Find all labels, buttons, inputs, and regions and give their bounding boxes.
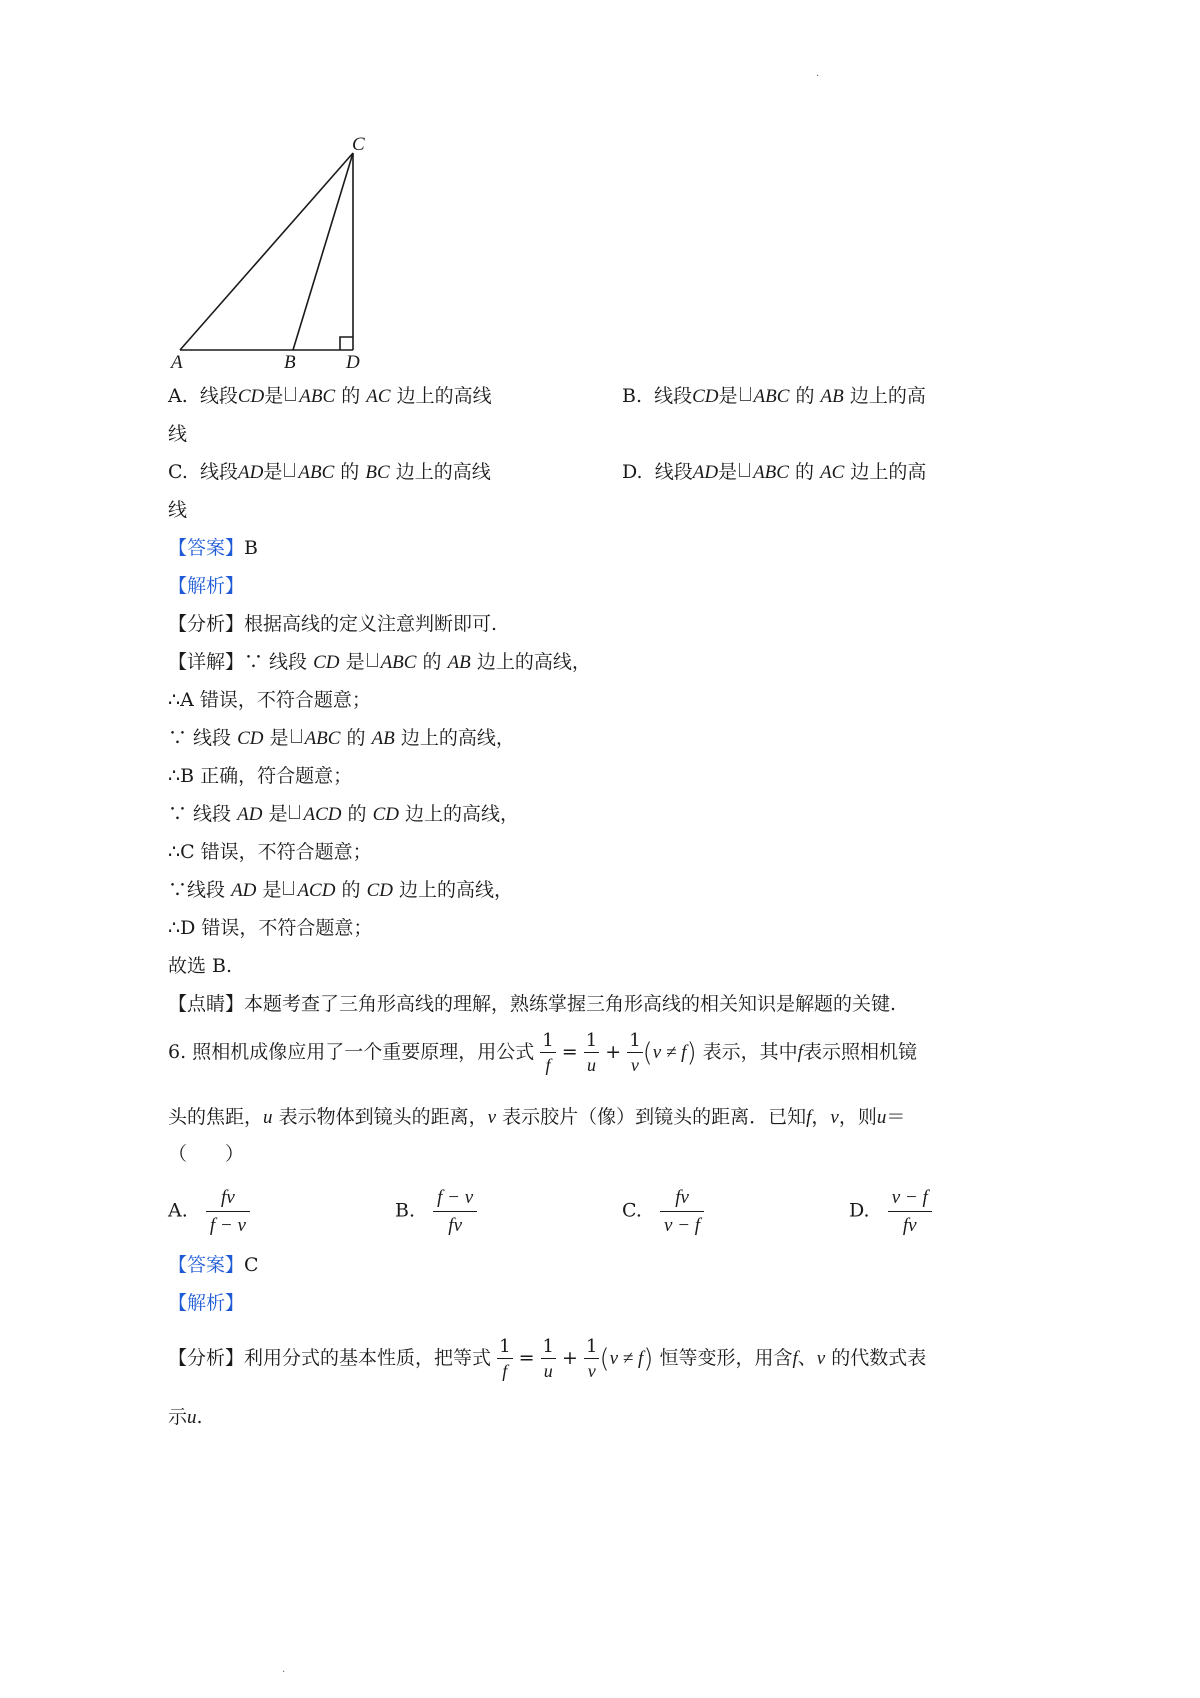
q5-line-3: ∵ 线段 CD 是 ABC 的 AB 边上的高线， bbox=[168, 727, 515, 749]
q5-option-d: D. 线段AD是 ABC 的 AC 边上的高 bbox=[622, 461, 927, 483]
q6-fenxi: 【分析】利用分式的基本性质，把等式 $\frac{1}{f}$ = $\frac{1}{u}$ + $\frac{1}{v}$ (v ≠ f) 恒等变形，用含f、v 的代数式表 bbox=[168, 1336, 927, 1381]
q6-fenxi-wrap: 示u. bbox=[168, 1406, 203, 1428]
q6-option-d: D. $\frac{v - f}{fv}$ bbox=[849, 1188, 932, 1235]
triangle-symbol bbox=[289, 805, 300, 819]
triangle-symbol bbox=[367, 653, 378, 667]
vertex-c-label: C bbox=[352, 134, 365, 155]
triangle-figure bbox=[160, 130, 380, 380]
vertex-b-label: B bbox=[284, 352, 296, 373]
formula-frac-1-v: $\frac{1}{v}$ bbox=[629, 1030, 641, 1075]
triangle-symbol bbox=[291, 729, 302, 743]
q5-line-6: ∴C 错误，不符合题意； bbox=[168, 841, 372, 863]
q5-fenxi: 【分析】根据高线的定义注意判断即可. bbox=[168, 613, 498, 635]
q5-line-5: ∵ 线段 AD 是 ACD 的 CD 边上的高线， bbox=[168, 803, 520, 825]
triangle-symbol bbox=[739, 463, 750, 477]
q6-option-b: B. $\frac{f - v}{fv}$ bbox=[395, 1188, 477, 1235]
vertex-d-label: D bbox=[346, 352, 360, 373]
q5-xiangjie-line-1: 【详解】∵ 线段 CD 是 ABC 的 AB 边上的高线， bbox=[168, 651, 591, 673]
q5-dianjing: 【点睛】本题考查了三角形高线的理解，熟练掌握三角形高线的相关知识是解题的关键. bbox=[168, 993, 897, 1015]
formula-frac-1-f: $\frac{1}{f}$ bbox=[542, 1030, 554, 1075]
triangle-symbol bbox=[283, 881, 294, 895]
q6-stem-line-2: 头的焦距，u 表示物体到镜头的距离，v 表示胶片（像）到镜头的距离．已知f，v，则u＝ bbox=[168, 1106, 906, 1128]
q6-answer: 【答案】C bbox=[168, 1254, 259, 1276]
bottom-dot: · bbox=[282, 1667, 286, 1678]
vertex-a-label: A bbox=[171, 352, 183, 373]
q5-option-d-wrap: 线 bbox=[168, 499, 188, 521]
triangle-symbol bbox=[285, 387, 296, 401]
q5-answer: 【答案】B bbox=[168, 537, 258, 559]
q6-option-c: C. $\frac{fv}{v - f}$ bbox=[622, 1188, 704, 1235]
q6-stem-line-1: 6. 照相机成像应用了一个重要原理，用公式 $\frac{1}{f}$ = $\frac{1}{u}$ + $\frac{1}{v}$ (v ≠ f) 表示，其中f表示照相机镜 bbox=[168, 1030, 917, 1075]
q6-analysis-tag: 【解析】 bbox=[168, 1292, 245, 1314]
q6-option-a: A. $\frac{fv}{f - v}$ bbox=[168, 1188, 250, 1235]
formula-frac-1-u: $\frac{1}{u}$ bbox=[542, 1336, 554, 1381]
q5-option-b: B. 线段CD是 ABC 的 AB 边上的高 bbox=[622, 385, 926, 407]
q5-option-c: C. 线段AD是 ABC 的 BC 边上的高线 bbox=[168, 461, 491, 483]
formula-frac-1-v: $\frac{1}{v}$ bbox=[586, 1336, 598, 1381]
top-dot: · bbox=[816, 71, 820, 82]
triangle-symbol bbox=[284, 463, 295, 477]
q5-analysis-tag: 【解析】 bbox=[168, 575, 245, 597]
q5-line-8: ∴D 错误，不符合题意； bbox=[168, 917, 373, 939]
q5-line-7: ∵线段 AD 是 ACD 的 CD 边上的高线， bbox=[168, 879, 514, 901]
q5-line-4: ∴B 正确，符合题意； bbox=[168, 765, 353, 787]
q5-conclusion: 故选 B. bbox=[168, 955, 233, 977]
formula-frac-1-f: $\frac{1}{f}$ bbox=[499, 1336, 511, 1381]
formula-frac-1-u: $\frac{1}{u}$ bbox=[585, 1030, 598, 1075]
q5-option-a: A. 线段CD是 ABC 的 AC 边上的高线 bbox=[168, 385, 492, 407]
triangle-symbol bbox=[740, 387, 751, 401]
q5-option-b-wrap: 线 bbox=[168, 423, 188, 445]
q5-line-2: ∴A 错误，不符合题意； bbox=[168, 689, 371, 711]
q6-answer-blank: （ ） bbox=[168, 1143, 245, 1165]
